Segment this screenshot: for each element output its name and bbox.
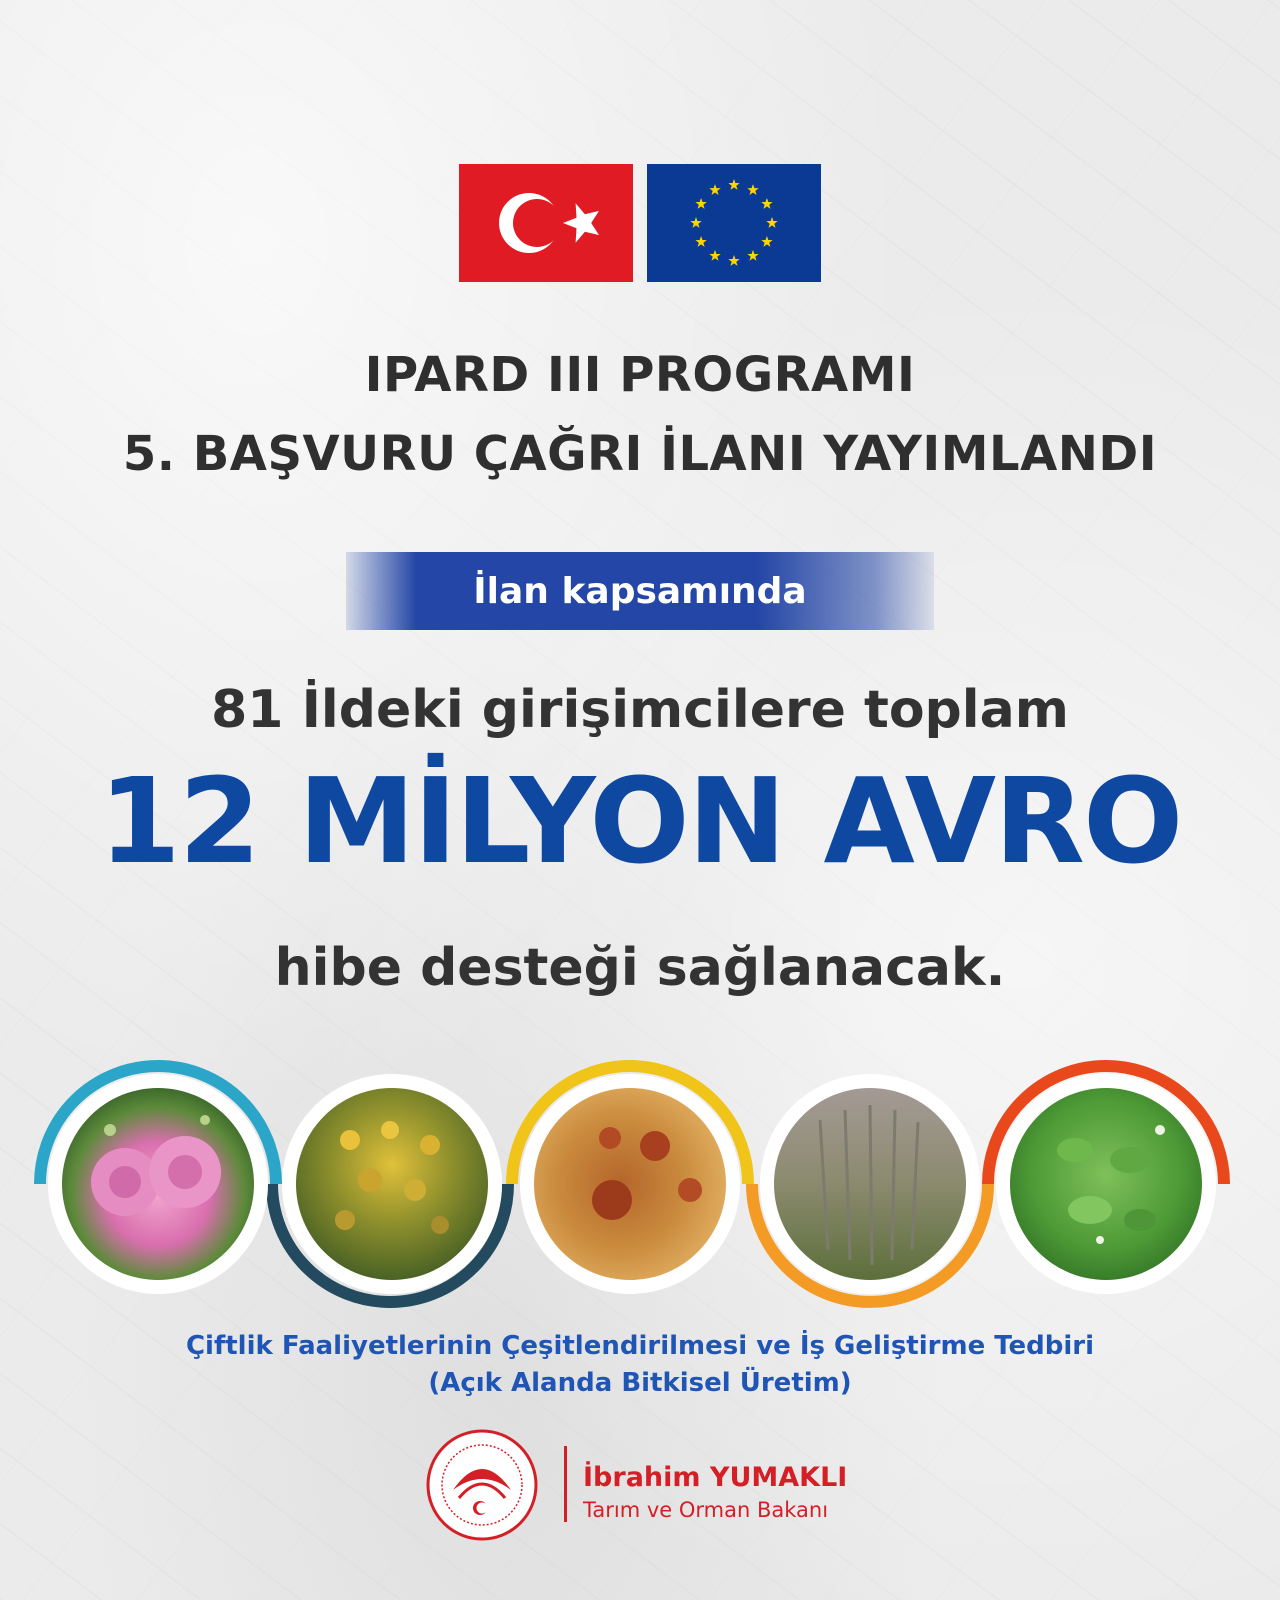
- sunflower-photo: [282, 1074, 502, 1294]
- eu-flag-icon: [647, 164, 821, 282]
- flags: [459, 164, 821, 282]
- eu-star-icon: [761, 198, 772, 209]
- basil-photo: [996, 1074, 1216, 1294]
- eu-star-icon: [728, 179, 739, 190]
- minister-title: Tarım ve Orman Bakanı: [583, 1498, 829, 1522]
- lead-text: 81 İldeki girişimcilere toplam: [211, 680, 1069, 740]
- lavender-photo: [760, 1074, 980, 1294]
- grant-amount: 12 MİLYON AVRO: [98, 752, 1182, 890]
- call-title: 5. BAŞVURU ÇAĞRI İLANI YAYIMLANDI: [122, 426, 1158, 482]
- eu-star-icon: [728, 255, 739, 266]
- eu-star-icon: [709, 184, 720, 195]
- rose-photo: [48, 1074, 268, 1294]
- divider: [564, 1446, 567, 1522]
- eu-star-icon: [695, 236, 706, 247]
- eu-star-icon: [747, 250, 758, 261]
- crop-photo-strip: [0, 1050, 1280, 1320]
- eu-star-icon: [690, 217, 701, 228]
- ministry-signature: [425, 1428, 865, 1538]
- eu-star-icon: [766, 217, 777, 228]
- safflower-photo: [520, 1074, 740, 1294]
- scope-banner: [346, 552, 934, 630]
- eu-star-icon: [695, 198, 706, 209]
- program-title: IPARD III PROGRAMI: [364, 347, 916, 403]
- turkish-flag-icon: [459, 164, 633, 282]
- ministry-seal-icon: [425, 1428, 539, 1542]
- tail-text: hibe desteği sağlanacak.: [274, 938, 1006, 998]
- scope-banner-label: İlan kapsamında: [473, 570, 807, 612]
- eu-star-icon: [747, 184, 758, 195]
- minister-name: İbrahim YUMAKLI: [583, 1462, 848, 1493]
- measure-subtitle: (Açık Alanda Bitkisel Üretim): [428, 1368, 852, 1398]
- eu-star-icon: [761, 236, 772, 247]
- eu-star-icon: [709, 250, 720, 261]
- measure-name: Çiftlik Faaliyetlerinin Çeşitlendirilmesi ve İş Geliştirme Tedbiri: [185, 1331, 1095, 1361]
